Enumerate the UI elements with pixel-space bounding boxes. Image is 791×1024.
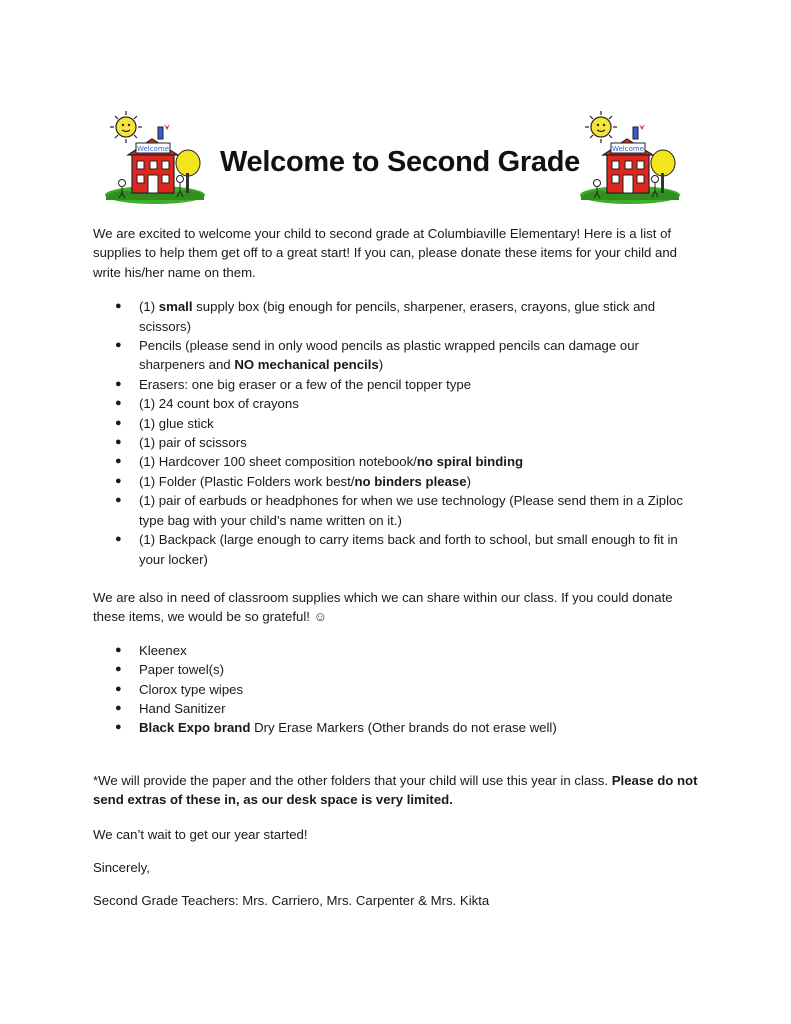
classroom-supply-list (93, 641, 703, 738)
bullet-icon: ● (115, 455, 122, 468)
bullet-icon: ● (115, 682, 122, 695)
list-item: ● (1) pair of scissors (93, 433, 703, 452)
bullet-icon: ● (115, 474, 122, 487)
classroom-intro-paragraph: We are also in need of classroom supplies which we can share within our class. If you could donate these items, we would be so grateful! ☺ (93, 589, 673, 625)
bullet-icon: ● (115, 643, 122, 656)
list-item: ● Hand Sanitizer (93, 699, 703, 718)
list-item: ● Erasers: one big eraser or a few of the pencil topper type (93, 375, 703, 394)
bullet-icon: ● (115, 701, 122, 714)
list-item: ● Paper towel(s) (93, 660, 703, 679)
bullet-icon: ● (115, 377, 122, 390)
signature: Second Grade Teachers: Mrs. Carriero, Mrs. Carpenter & Mrs. Kikta (93, 893, 490, 909)
clipart-sign-text: Welcome (611, 145, 645, 153)
school-house-clipart-right (575, 103, 683, 215)
bullet-icon: ● (115, 397, 122, 410)
bullet-icon: ● (115, 300, 122, 313)
bullet-icon: ● (115, 663, 122, 676)
closing-line: We can’t wait to get our year started! (93, 826, 308, 842)
page-title: Welcome to Second Grade (220, 146, 580, 178)
list-item: ● (1) glue stick (93, 414, 703, 433)
letter-body (93, 224, 703, 911)
list-item: ● (1) small supply box (big enough for pencils, sharpener, erasers, crayons, glue stick and scissors) (115, 299, 656, 334)
intro-paragraph: We are excited to welcome your child to second grade at Columbiaville Elementary! Here is a list of supplies to help them get off to a great start! If you can, please donate these items for your child and write his/her name on them. (93, 226, 678, 280)
note-paragraph: *We will provide the paper and the other folders that your child will use this year in class. Please do not send extras of these in, as our desk space is very limited. (93, 772, 698, 808)
list-item: ● (1) 24 count box of crayons (93, 394, 703, 413)
list-item: ● (1) Backpack (large enough to carry items back and forth to school, but small enough to fit in your locker) (115, 532, 678, 567)
bullet-icon: ● (115, 721, 122, 734)
list-item: ● (1) Folder (Plastic Folders work best/no binders please) (93, 472, 703, 491)
bullet-icon: ● (115, 436, 122, 449)
bullet-icon: ● (115, 494, 122, 507)
bullet-icon: ● (115, 416, 122, 429)
bullet-icon: ● (115, 533, 122, 546)
bullet-icon: ● (115, 339, 122, 352)
list-item: ● (1) pair of earbuds or headphones for when we use technology (Please send them in a Ziploc type bag with your child’s name written on it.) (115, 493, 683, 528)
school-house-clipart-left (100, 103, 208, 215)
clipart-sign-text: Welcome (136, 145, 170, 153)
list-item: ● Kleenex (93, 641, 703, 660)
list-item: ● Pencils (please send in only wood pencils as plastic wrapped pencils can damage our sharpeners and NO mechanical pencils) (115, 338, 639, 373)
list-item: ● (1) Hardcover 100 sheet composition notebook/no spiral binding (93, 452, 703, 471)
list-item: ● Black Expo brand Dry Erase Markers (Other brands do not erase well) (93, 718, 703, 737)
signoff: Sincerely, (93, 859, 150, 875)
list-item: ● Clorox type wipes (93, 680, 703, 699)
student-supply-list (93, 297, 703, 569)
